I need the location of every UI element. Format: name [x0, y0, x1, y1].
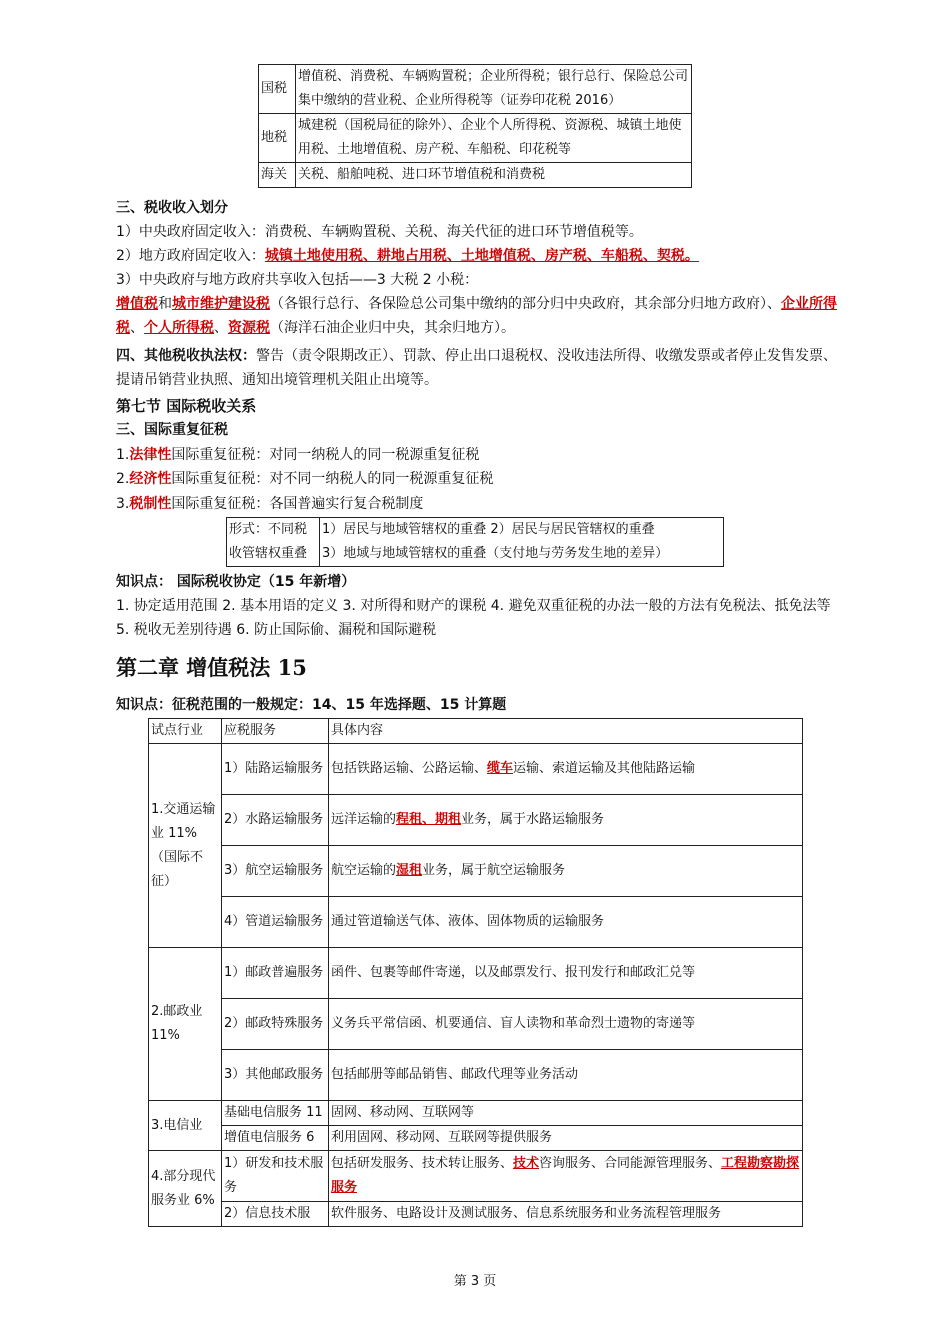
text: 业务，属于航空运输服务	[422, 863, 566, 878]
section-heading: 三、国际重复征税	[116, 422, 228, 438]
table-cell: 4）管道运输服务	[222, 897, 329, 948]
text: 远洋运输的	[331, 812, 397, 827]
table-cell: 2）水路运输服务	[222, 795, 329, 846]
list-item	[116, 443, 479, 467]
highlight-text: 城镇土地使用税、耕地占用税、土地增值税、房产税、车船税、契税。	[264, 248, 699, 264]
text: 警告（责令限期改正）、罚款、停止出口退税权、没收违法所得、收缴发票或者停止发售发票、提请吊销营业执照、通知出境管理机关阻止出境等。	[116, 348, 837, 388]
table-cell: 城建税（国税局征的除外）、企业个人所得税、资源税、城镇土地使用税、土地增值税、房产税、车船税、印花税等	[296, 114, 692, 163]
table-cell: 包括邮册等邮品销售、邮政代理等业务活动	[329, 1050, 803, 1101]
table-cell	[329, 1151, 803, 1202]
paragraph	[116, 344, 846, 392]
text: （海洋石油企业归中央，其余归地方）。	[270, 320, 515, 336]
table-row	[227, 518, 724, 543]
paragraph: 3）中央政府与地方政府共享收入包括——3 大税 2 小税：	[116, 272, 479, 288]
table-cell: 3）航空运输服务	[222, 846, 329, 897]
highlight-text: 湿租	[396, 863, 423, 878]
text: 、	[214, 320, 228, 336]
table-cell: 基础电信服务 11	[222, 1101, 329, 1126]
highlight-text: 工程勘察勘探服务	[331, 1156, 800, 1195]
column-header: 应税服务	[222, 719, 329, 744]
table-cell: 国税	[259, 65, 296, 114]
overlap-form-table	[226, 517, 724, 567]
table-cell	[329, 744, 803, 795]
table-cell: 3.电信业	[149, 1101, 222, 1151]
table-cell: 义务兵平常信函、机要通信、盲人读物和革命烈士遗物的寄递等	[329, 999, 803, 1050]
table-row	[149, 948, 803, 999]
vat-scope-table	[148, 718, 803, 1227]
knowledge-point-heading: 知识点： 国际税收协定（15 年新增）	[116, 574, 356, 590]
table-row	[149, 719, 803, 744]
table-row	[149, 1202, 803, 1227]
text: 、	[130, 320, 144, 336]
table-row	[149, 1151, 803, 1202]
text: 国际重复征税：对同一纳税人的同一税源重复征税	[171, 447, 480, 463]
text: 3.	[116, 496, 130, 512]
text: 2）地方政府固定收入：	[116, 248, 265, 264]
table-cell: 1.交通运输业 11%（国际不征）	[149, 744, 222, 948]
text: 国际重复征税：各国普遍实行复合税制度	[171, 496, 424, 512]
table-cell: 1）研发和技术服务	[222, 1151, 329, 1202]
list-item	[116, 467, 493, 491]
paragraph: 1. 协定适用范围 2. 基本用语的定义 3. 对所得和财产的课税 4. 避免双重征税的办法一般的方法有免税法、抵免法等 5. 税收无差别待遇 6. 防止国际偷、漏税和国际避税	[116, 598, 831, 638]
highlight-text: 程租、期租	[396, 812, 462, 827]
highlight-text: 城市维护建设税	[172, 296, 270, 312]
text: 国际重复征税：对不同一纳税人的同一税源重复征税	[171, 471, 494, 487]
highlight-text: 增值税	[116, 296, 158, 312]
paragraph	[116, 244, 699, 268]
table-cell	[329, 846, 803, 897]
section-heading: 三、税收收入划分	[116, 200, 228, 216]
section-title: 第七节 国际税收关系	[116, 397, 257, 415]
table-row	[259, 114, 692, 163]
table-row	[149, 897, 803, 948]
highlight-text: 法律性	[129, 447, 172, 463]
chapter-title: 第二章 增值税法 15	[116, 655, 307, 680]
table-cell: 1）陆路运输服务	[222, 744, 329, 795]
table-cell	[329, 795, 803, 846]
text: 运输、索道运输及其他陆路运输	[513, 761, 696, 776]
highlight-text: 缆车	[487, 761, 514, 776]
highlight-text: 税制性	[129, 496, 172, 512]
paragraph: 1）中央政府固定收入：消费税、车辆购置税、关税、海关代征的进口环节增值税等。	[116, 224, 643, 240]
table-cell: 增值税、消费税、车辆购置税；企业所得税；银行总行、保险总公司集中缴纳的营业税、企业所得税等（证券印花税 2016）	[296, 65, 692, 114]
text: 航空运输的	[331, 863, 397, 878]
table-row	[149, 744, 803, 795]
table-cell: 地税	[259, 114, 296, 163]
text: 咨询服务、合同能源管理服务、	[539, 1156, 722, 1171]
tax-authority-table	[258, 64, 692, 188]
text: 和	[158, 296, 172, 312]
table-cell: 利用固网、移动网、互联网等提供服务	[329, 1126, 803, 1151]
table-cell: 增值电信服务 6	[222, 1126, 329, 1151]
table-cell: 关税、船舶吨税、进口环节增值税和消费税	[296, 163, 692, 188]
table-row	[149, 795, 803, 846]
highlight-text: 个人所得税	[144, 320, 214, 336]
text: 包括研发服务、技术转让服务、	[331, 1156, 514, 1171]
page-number: 第 3 页	[453, 1274, 497, 1289]
highlight-text: 资源税	[228, 320, 270, 336]
table-cell: 形式：不同税收管辖权重叠	[227, 518, 320, 567]
table-row	[149, 999, 803, 1050]
text: 业务，属于水路运输服务	[461, 812, 605, 827]
text: 2.	[116, 471, 130, 487]
column-header: 试点行业	[149, 719, 222, 744]
text: 1.	[116, 447, 130, 463]
text: （各银行总行、各保险总公司集中缴纳的部分归中央政府，其余部分归地方政府）、	[270, 296, 781, 312]
table-cell: 软件服务、电路设计及测试服务、信息系统服务和业务流程管理服务	[329, 1202, 803, 1227]
table-cell: 3）其他邮政服务	[222, 1050, 329, 1101]
table-cell: 海关	[259, 163, 296, 188]
table-cell: 2.邮政业 11%	[149, 948, 222, 1101]
knowledge-point-heading: 知识点：征税范围的一般规定：14、15 年选择题、15 计算题	[116, 697, 507, 713]
table-row	[259, 163, 692, 188]
table-row	[149, 1050, 803, 1101]
table-row	[149, 846, 803, 897]
table-cell: 通过管道输送气体、液体、固体物质的运输服务	[329, 897, 803, 948]
table-row	[149, 1126, 803, 1151]
table-cell: 1）邮政普遍服务	[222, 948, 329, 999]
table-cell: 4.部分现代服务业 6%	[149, 1151, 222, 1227]
table-cell: 函件、包裹等邮件寄递，以及邮票发行、报刊发行和邮政汇兑等	[329, 948, 803, 999]
text: 包括铁路运输、公路运输、	[331, 761, 488, 776]
column-header: 具体内容	[329, 719, 803, 744]
paragraph	[116, 292, 846, 340]
table-cell: 2）邮政特殊服务	[222, 999, 329, 1050]
table-row	[149, 1101, 803, 1126]
list-item	[116, 492, 423, 516]
table-cell: 2）信息技术服	[222, 1202, 329, 1227]
highlight-text: 经济性	[129, 471, 172, 487]
section-heading: 四、其他税收执法权：	[116, 348, 256, 364]
table-cell: 1）居民与地域管辖权的重叠 2）居民与居民管辖权的重叠	[320, 518, 724, 543]
table-cell: 固网、移动网、互联网等	[329, 1101, 803, 1126]
highlight-text: 企业所得税	[116, 296, 837, 336]
table-cell: 3）地域与地域管辖权的重叠（支付地与劳务发生地的差异）	[320, 542, 724, 567]
highlight-text: 技术	[513, 1156, 540, 1171]
table-row	[259, 65, 692, 114]
